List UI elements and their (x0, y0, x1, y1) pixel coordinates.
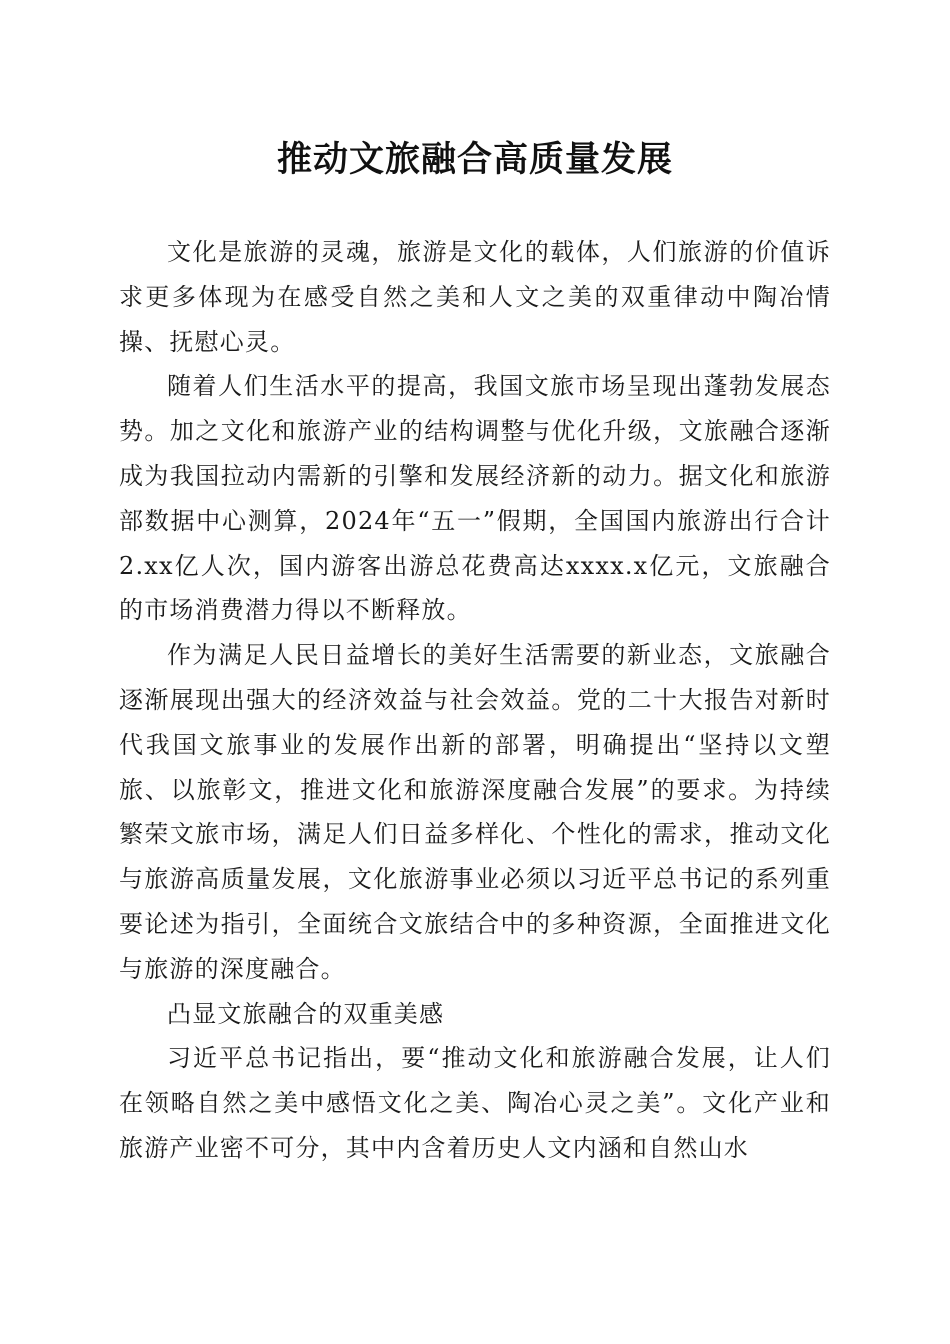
paragraph-1: 文化是旅游的灵魂，旅游是文化的载体，人们旅游的价值诉求更多体现为在感受自然之美和人文之美的双重律动中陶冶情操、抚慰心灵。 (119, 238, 831, 356)
section-heading: 凸显文旅融合的双重美感 (167, 999, 445, 1028)
paragraph-4: 习近平总书记指出，要“推动文化和旅游融合发展，让人们在领略自然之美中感悟文化之美、陶冶心灵之美”。文化产业和旅游产业密不可分，其中内含着历史人文内涵和自然山水 (119, 1044, 831, 1162)
paragraph-2: 随着人们生活水平的提高，我国文旅市场呈现出蓬勃发展态势。加之文化和旅游产业的结构调整与优化升级，文旅融合逐渐成为我国拉动内需新的引擎和发展经济新的动力。据文化和旅游部数据中心测算，2024年“五一”假期，全国国内旅游出行合计2.xx亿人次，国内游客出游总花费高达xxxx.x亿元，文旅融合的市场消费潜力得以不断释放。 (119, 372, 831, 625)
paragraph-3: 作为满足人民日益增长的美好生活需要的新业态，文旅融合逐渐展现出强大的经济效益与社会效益。党的二十大报告对新时代我国文旅事业的发展作出新的部署，明确提出“坚持以文塑旅、以旅彰文，推进文化和旅游深度融合发展”的要求。为持续繁荣文旅市场，满足人们日益多样化、个性化的需求，推动文化与旅游高质量发展，文化旅游事业必须以习近平总书记的系列重要论述为指引，全面统合文旅结合中的多种资源，全面推进文化与旅游的深度融合。 (119, 641, 831, 983)
document-title: 推动文旅融合高质量发展 (276, 139, 673, 180)
document-body (119, 230, 831, 1171)
